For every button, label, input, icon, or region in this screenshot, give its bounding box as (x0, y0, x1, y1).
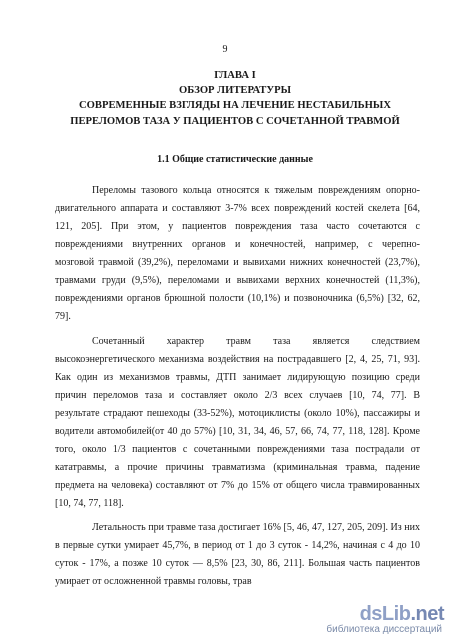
text-line: Переломы тазового кольца относятся к тяжелым повреждениям опорно- (92, 185, 420, 196)
watermark-caption: библиотека диссертаций (326, 624, 442, 635)
chapter-label: ГЛАВА I (214, 70, 256, 81)
subtitle-line-1: СОВРЕМЕННЫЕ ВЗГЛЯДЫ НА ЛЕЧЕНИЕ НЕСТАБИЛЬНЫХ (79, 100, 391, 111)
text-line: причин переломов таза и составляет около 2/3 всех случаев [10, 74, 77]. В (55, 390, 420, 401)
text-line: мозговой травмой (39,2%), переломами и вывихами нижних конечностей (23,7%), (55, 257, 420, 268)
text-line: того, около 1/3 пациентов с сочетанными повреждениями таза пострадали от (55, 444, 420, 455)
page-number: 9 (222, 44, 228, 55)
text-line: в первые сутки умирает 45,7%, в период от 1 до 3 суток - 14,2%, начиная с 4 до 10 (55, 540, 420, 551)
text-line: высокоэнергетического механизма воздействия на пострадавшего [2, 4, 25, 71, 93]. (55, 354, 420, 365)
text-line: суток - 17%, а позже 10 суток — 8,5% [23, 30, 86, 211]. Большая часть пациентов (55, 558, 420, 569)
text-line: 121, 205]. При этом, у пациентов повреждения таза часто сочетаются с (55, 221, 420, 232)
text-line: двигательного аппарата и составляют 3-7% всех повреждений костей скелета [64, (55, 203, 420, 214)
text-line: предмета на человека) составляют от 7% до 15% от общего числа травмированных (55, 480, 420, 491)
text-line: травмами груди (9,5%), переломами и вывихами верхних конечностей (11,3%), (55, 275, 420, 286)
subtitle-line-2: ПЕРЕЛОМОВ ТАЗА У ПАЦИЕНТОВ С СОЧЕТАННОЙ ТРАВМОЙ (70, 116, 400, 127)
text-line: результате страдают пешеходы (33-52%), мотоциклисты (около 10%), пассажиры и (55, 408, 420, 419)
text-line: повреждениями органов брюшной полости (10,1%) и позвоночника (6,5%) [32, 62, (55, 293, 420, 304)
section-heading: 1.1 Общие статистические данные (157, 154, 313, 165)
watermark-logo: dsLib.net (359, 603, 444, 625)
text-line: кататравмы, а прочие причины травматизма (криминальная травма, падение (55, 462, 420, 473)
text-line: [10, 74, 77, 118]. (55, 498, 124, 509)
text-line: Летальность при травме таза достигает 16% [5, 46, 47, 127, 205, 209]. Из них (92, 522, 420, 533)
text-line: водители автомобилей(от 40 до 57%) [10, 31, 34, 46, 57, 66, 74, 77, 118, 128]. Кроме (55, 426, 420, 437)
text-line: 79]. (55, 311, 71, 322)
watermark (324, 603, 444, 633)
text-line: Как один из механизмов травмы, ДТП занимает лидирующую позицию среди (55, 372, 420, 383)
text-line: умирает от осложненной травмы головы, трав (55, 576, 252, 587)
text-line: Сочетанный характер травм таза является следствием (92, 336, 420, 347)
chapter-title: ОБЗОР ЛИТЕРАТУРЫ (178, 85, 291, 96)
text-line: повреждениями внутренних органов и конечностей, например, с черепно- (55, 239, 420, 250)
